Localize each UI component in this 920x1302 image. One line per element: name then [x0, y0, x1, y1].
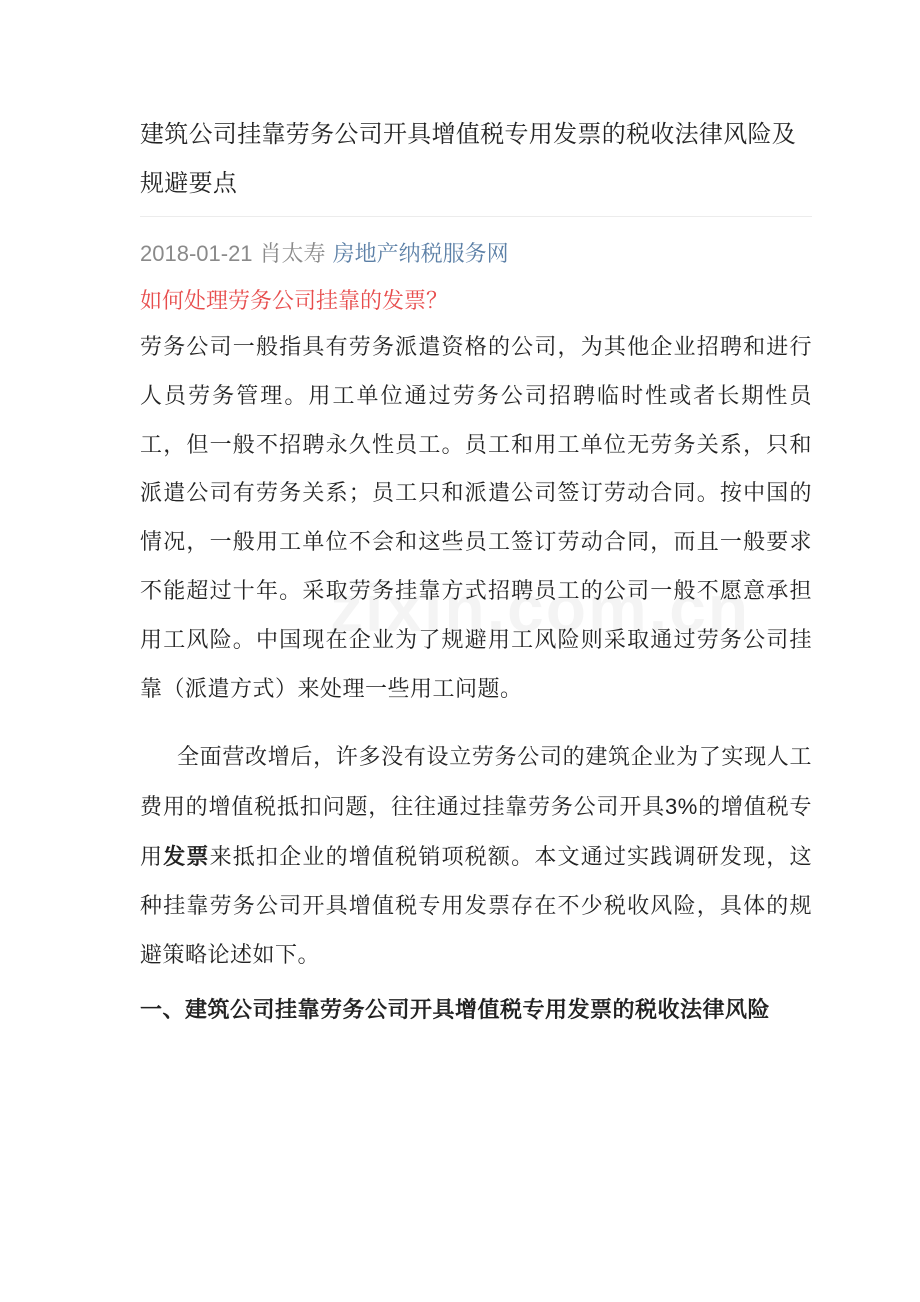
article-meta	[140, 237, 812, 272]
vat-rate: 3%	[665, 794, 698, 820]
paragraph-2-part3: 来抵扣企业的增值税销项税额。本文通过实践调研发现，这种挂靠劳务公司开具增值税专用发票存在不少税收风险，具体的规避策略论述如下。	[140, 844, 812, 968]
paragraph-2-part2: 的增值税专用	[140, 795, 812, 870]
paragraph-1: 劳务公司一般指具有劳务派遣资格的公司，为其他企业招聘和进行人员劳务管理。用工单位通过劳务公司招聘临时性或者长期性员工，但一般不招聘永久性员工。员工和用工单位无劳务关系，只和派遣公司有劳务关系；员工只和派遣公司签订劳动合同。按中国的情况，一般用工单位不会和这些员工签订劳动合同，而且一般要求不能超过十年。采取劳务挂靠方式招聘员工的公司一般不愿意承担用工风险。中国现在企业为了规避用工风险则采取通过劳务公司挂靠（派遣方式）来处理一些用工问题。	[140, 335, 812, 702]
article-title: 建筑公司挂靠劳务公司开具增值税专用发票的税收法律风险及规避要点	[140, 120, 797, 197]
publish-date: 2018-01-21	[140, 241, 253, 266]
paragraph-2-part1: 全面营改增后，许多没有设立劳务公司的建筑企业为了实现人工费用的增值税抵扣问题，往往通过挂靠劳务公司开具	[140, 745, 812, 821]
author-name: 肖太寿	[259, 242, 326, 267]
title-divider	[140, 216, 812, 217]
source-link[interactable]: 房地产纳税服务网	[332, 242, 509, 267]
subheading: 如何处理劳务公司挂靠的发票？	[140, 289, 449, 314]
article	[140, 110, 812, 1034]
paragraph-2	[140, 734, 812, 980]
section-heading: 一、建筑公司挂靠劳务公司开具增值税专用发票的税收法律风险	[140, 997, 771, 1023]
invoice-keyword: 发票	[163, 843, 210, 869]
